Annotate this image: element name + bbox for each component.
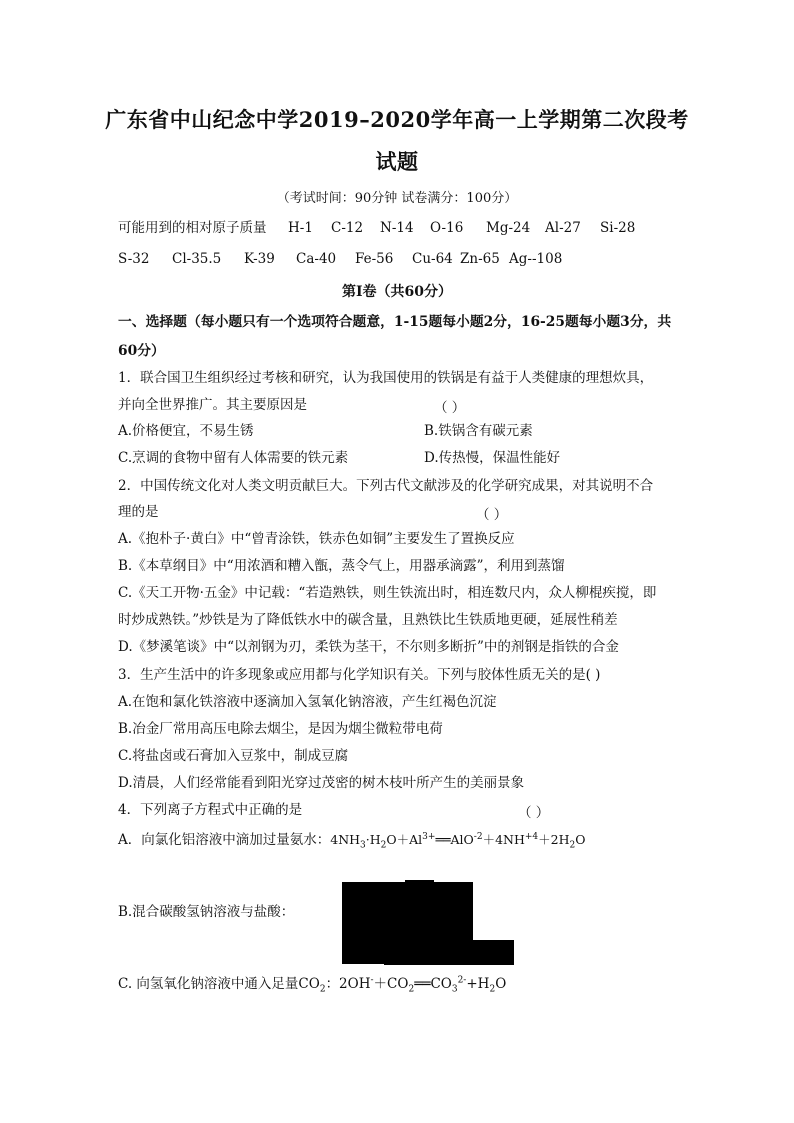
question-4-stem: 4．下列离子方程式中正确的是 <box>118 802 303 818</box>
section-heading-line2: 60分） <box>118 343 165 359</box>
answer-blank: （ ） <box>476 507 508 523</box>
question-2-stem-line2: 理的是 <box>118 504 159 520</box>
question-1-option-c: C.烹调的食物中留有人体需要的铁元素 <box>118 450 349 466</box>
question-3-option-a: A.在饱和氯化铁溶液中逐滴加入氢氧化钠溶液，产生红褐色沉淀 <box>118 694 497 710</box>
question-4-option-c: C. 向氢氧化钠溶液中通入足量$CO_2$：$2OH^-+CO_2══CO_3^{2-}+H_2O$ <box>118 975 507 995</box>
answer-blank: （ ） <box>434 400 466 416</box>
atomic-mass-label: 可能用到的相对原子质量 <box>118 220 267 236</box>
question-4-option-b: B.混合碳酸氢钠溶液与盐酸： <box>118 904 295 920</box>
question-3-option-b: B.冶金厂常用高压电除去烟尘，是因为烟尘微粒带电荷 <box>118 721 443 737</box>
atomic-mass-item: K-39 <box>244 251 275 267</box>
redacted-image-block <box>342 882 473 934</box>
redacted-image-block <box>384 940 514 965</box>
atomic-mass-item: N-14 <box>380 220 414 236</box>
question-2-option-c: C.《天工开物·五金》中记载：“若造熟铁，则生铁流出时，相连数尺内，众人柳棍疾搅，即 <box>118 585 657 601</box>
atomic-mass-item: Cl-35.5 <box>172 251 222 267</box>
atomic-mass-item: Fe-56 <box>355 251 394 267</box>
question-2-option-d: D.《梦溪笔谈》中“以剂钢为刃，柔铁为茎干，不尔则多断折”中的剂钢是指铁的合金 <box>118 639 619 655</box>
atomic-mass-item: Zn-65 <box>460 251 500 267</box>
page-title: 广东省中山纪念中学2019–2020学年高一上学期第二次段考 <box>105 107 689 132</box>
question-2-option-c-line2: 时炒成熟铁。”炒铁是为了降低铁水中的碳含量，且熟铁比生铁质地更硬，延展性稍差 <box>118 612 618 628</box>
question-3-stem: 3．生产生活中的许多现象或应用都与化学知识有关。下列与胶体性质无关的是( ) <box>118 667 601 683</box>
page-title-line2: 试题 <box>375 149 419 174</box>
atomic-mass-item: Cu-64 <box>412 251 453 267</box>
atomic-mass-item: C-12 <box>331 220 364 236</box>
volume-title: 第Ⅰ卷（共60分） <box>341 284 453 300</box>
question-1-option-a: A.价格便宜，不易生锈 <box>118 423 254 439</box>
question-2-option-a: A.《抱朴子·黄白》中“曾青涂铁，铁赤色如铜”主要发生了置换反应 <box>118 531 515 547</box>
atomic-mass-item: O-16 <box>430 220 464 236</box>
atomic-mass-item: Al-27 <box>545 220 581 236</box>
question-3-option-c: C.将盐卤或石膏加入豆浆中，制成豆腐 <box>118 748 349 764</box>
question-1-option-b: B.铁锅含有碳元素 <box>424 423 533 439</box>
question-2-option-b: B.《本草纲目》中“用浓酒和糟入甑，蒸令气上，用器承滴露”，利用到蒸馏 <box>118 558 565 574</box>
redacted-image-block <box>405 880 434 886</box>
atomic-mass-item: Ca-40 <box>296 251 337 267</box>
section-heading: 一、选择题（每小题只有一个选项符合题意，1-15题每小题2分，16-25题每小题3分，共 <box>118 314 672 330</box>
question-2-stem: 2．中国传统文化对人类文明贡献巨大。下列古代文献涉及的化学研究成果，对其说明不合 <box>118 478 654 494</box>
question-4-option-a <box>118 831 585 849</box>
atomic-mass-item: Ag--108 <box>509 251 563 267</box>
atomic-mass-item: S-32 <box>118 251 150 267</box>
question-3-option-d: D.清晨，人们经常能看到阳光穿过茂密的树木枝叶所产生的美丽景象 <box>118 775 525 791</box>
question-1-option-d: D.传热慢，保温性能好 <box>424 450 561 466</box>
question-4-option-a-text: A．向氯化铝溶液中滴加过量氨水： <box>118 832 331 848</box>
question-1-stem: 1．联合国卫生组织经过考核和研究，认为我国使用的铁锅是有益于人类健康的理想炊具， <box>118 370 654 386</box>
atomic-mass-item: Si-28 <box>600 220 636 236</box>
atomic-mass-item: Mg-24 <box>486 220 531 236</box>
exam-info: （考试时间：90分钟 试卷满分：100分） <box>276 191 518 206</box>
answer-blank: （ ） <box>518 805 550 821</box>
atomic-mass-item: H-1 <box>288 220 313 236</box>
question-1-stem-line2: 并向全世界推广。其主要原因是 <box>118 397 307 413</box>
equation: $4NH_3\cdot H_2O+Al^{3+}══AlO^{-2}+4NH^{+4}+2H_2O$ <box>330 831 586 851</box>
